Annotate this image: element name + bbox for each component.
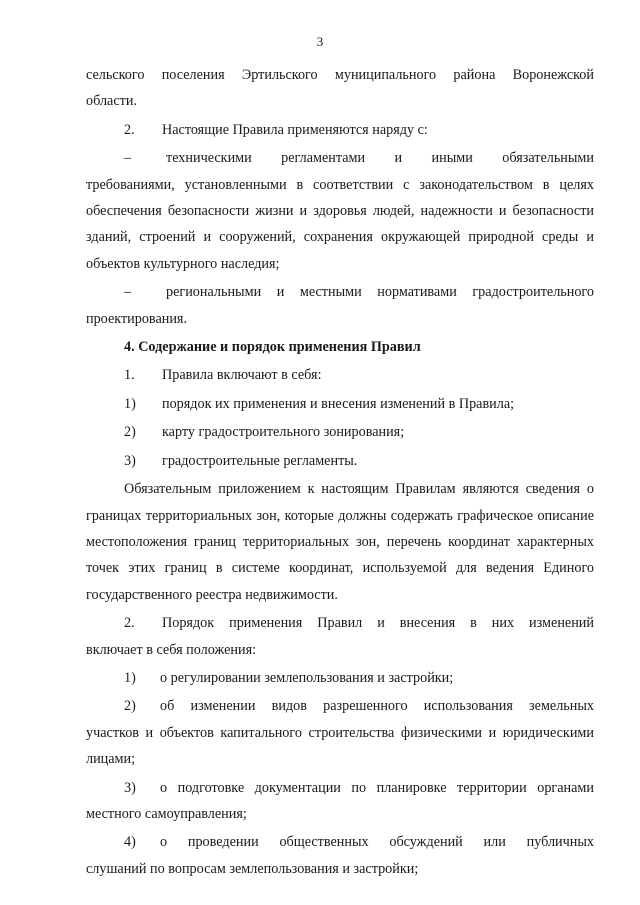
list-number: 2. [124, 615, 135, 632]
list-text: порядок их применения и внесения изменений в Правила; [162, 395, 515, 412]
paragraph-text: Обязательным приложением к настоящим Правилам являются сведения о границах территориальных зон, которые должны содержать графическое описание местоположения границ территориальных зон, перечень координат характерных точек этих границ в системе координат, используемой для ведения Единого государственного реестра недвижимости. [86, 481, 594, 603]
list-text: о проведении общественных обсуждений или публичных [160, 834, 594, 851]
list-number: 4) [124, 834, 136, 851]
dash-text: техническими регламентами и иными обязательными [166, 150, 594, 167]
list-number: 2. [124, 121, 135, 138]
list-item [86, 610, 594, 636]
list-item [86, 829, 594, 855]
section-heading: 4. Содержание и порядок применения Правил [124, 339, 421, 356]
list-text: карту градостроительного зонирования; [162, 424, 405, 441]
list-text: о подготовке документации по планировке территории органами [160, 779, 594, 796]
list-item [86, 362, 594, 388]
list-text: градостроительные регламенты. [162, 452, 358, 469]
dash-item [86, 145, 594, 171]
paragraph-text: местного самоуправления; [86, 805, 247, 822]
dash-mark: – [124, 150, 132, 167]
list-number: 2) [124, 698, 136, 715]
list-text: Правила включают в себя: [162, 367, 322, 384]
paragraph-text: проектирования. [86, 310, 188, 327]
list-item [86, 117, 594, 143]
dash-text: региональными и местными нормативами градостроительного [166, 284, 594, 301]
paragraph-line: области. [86, 93, 137, 110]
paragraph-line: сельского поселения Эртильского муниципального района Воронежской [86, 67, 594, 83]
dash-mark: – [124, 284, 132, 301]
list-text: об изменении видов разрешенного использования земельных [160, 698, 594, 715]
paragraph-text: участков и объектов капитального строительства физическими и юридическими лицами; [86, 724, 594, 768]
page-number: 3 [316, 34, 324, 49]
list-number: 1) [124, 395, 136, 412]
paragraph-text: требованиями, установленными в соответствии с законодательством в целях обеспечения безопасности жизни и здоровья людей, надежности и безопасности зданий, строений и сооружений, сохранения окружающей природной среды и объектов культурного наследия; [86, 176, 594, 272]
list-item [86, 775, 594, 801]
list-item [86, 665, 594, 691]
list-number: 1. [124, 367, 135, 384]
list-item [86, 693, 594, 719]
list-text: о регулировании землепользования и застройки; [160, 669, 454, 686]
list-number: 1) [124, 669, 136, 686]
dash-item [86, 279, 594, 305]
list-item [86, 391, 594, 417]
list-item [86, 448, 594, 474]
list-item [86, 419, 594, 445]
list-number: 3) [124, 452, 136, 469]
paragraph-text: слушаний по вопросам землепользования и застройки; [86, 860, 419, 877]
list-number: 2) [124, 424, 136, 441]
list-number: 3) [124, 779, 136, 796]
page-content [86, 62, 594, 882]
list-text: Настоящие Правила применяются наряду с: [162, 121, 428, 138]
list-text: Порядок применения Правил и внесения в них изменений [162, 615, 594, 632]
paragraph-text: включает в себя положения: [86, 641, 257, 658]
